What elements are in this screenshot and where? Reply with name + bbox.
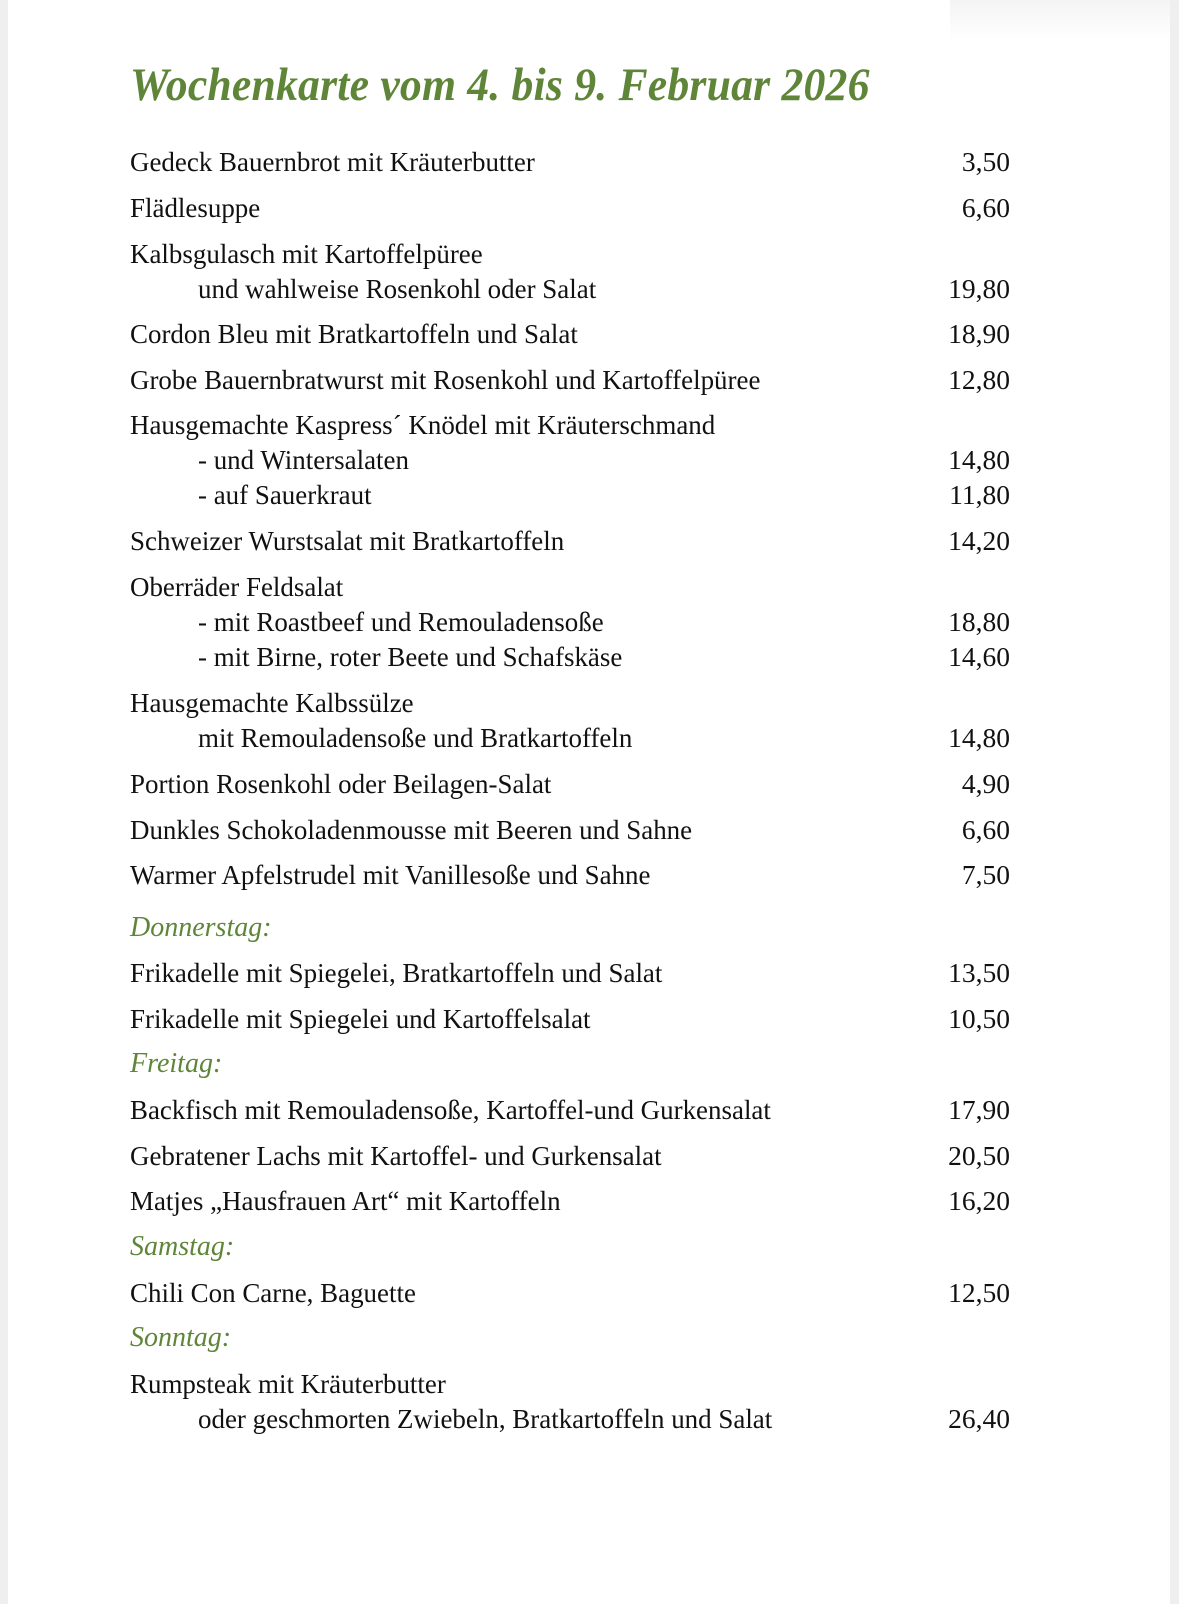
menu-item [130, 814, 1010, 848]
menu-item [130, 192, 1010, 226]
menu-item-sub [130, 641, 1010, 675]
item-text: Frikadelle mit Spiegelei, Bratkartoffeln und Salat [130, 957, 663, 988]
item-text: Portion Rosenkohl oder Beilagen-Salat [130, 768, 552, 799]
item-text: Hausgemachte Kaspress´ Knödel mit Kräuterschmand [130, 409, 716, 440]
page-shadow [950, 0, 1170, 40]
item-price: 12,80 [948, 364, 1010, 395]
item-text: Flädlesuppe [130, 192, 261, 223]
item-text: und wahlweise Rosenkohl oder Salat [198, 273, 597, 304]
item-text: Rumpsteak mit Kräuterbutter [130, 1368, 446, 1399]
item-text: - mit Roastbeef und Remouladensoße [198, 606, 604, 637]
item-text: Backfisch mit Remouladensoße, Kartoffel-und Gurkensalat [130, 1094, 771, 1125]
menu-item [130, 318, 1010, 352]
item-price: 26,40 [948, 1403, 1010, 1434]
day-heading-samstag: Samstag: [130, 1231, 235, 1262]
item-price: 13,50 [948, 957, 1010, 988]
menu-item [130, 1368, 1010, 1402]
menu-item [130, 859, 1010, 893]
menu-item [130, 957, 1010, 991]
menu-item-sub [130, 273, 1010, 307]
item-text: Frikadelle mit Spiegelei und Kartoffelsalat [130, 1003, 591, 1034]
item-price: 17,90 [948, 1094, 1010, 1125]
item-text: Dunkles Schokoladenmousse mit Beeren und Sahne [130, 814, 693, 845]
menu-item [130, 687, 1010, 721]
item-price: 3,50 [961, 146, 1010, 177]
item-price: 14,60 [948, 641, 1010, 672]
day-heading-donnerstag: Donnerstag: [130, 912, 272, 943]
menu-item [130, 571, 1010, 605]
menu-item [130, 146, 1010, 180]
item-price: 10,50 [948, 1003, 1010, 1034]
menu-item [130, 1185, 1010, 1219]
menu-page [8, 0, 1170, 1604]
item-text: Grobe Bauernbratwurst mit Rosenkohl und Kartoffelpüree [130, 364, 761, 395]
item-price: 7,50 [961, 859, 1010, 890]
item-text: oder geschmorten Zwiebeln, Bratkartoffeln und Salat [198, 1403, 773, 1434]
day-heading-freitag: Freitag: [130, 1048, 223, 1079]
item-text: Gebratener Lachs mit Kartoffel- und Gurkensalat [130, 1140, 662, 1171]
item-text: Kalbsgulasch mit Kartoffelpüree [130, 238, 483, 269]
item-price: 18,80 [948, 606, 1010, 637]
menu-item-sub [130, 606, 1010, 640]
menu-item [130, 409, 1010, 443]
menu-item-sub [130, 1403, 1010, 1437]
item-text: Chili Con Carne, Baguette [130, 1277, 416, 1308]
item-price: 14,80 [948, 722, 1010, 753]
item-price: 14,20 [948, 525, 1010, 556]
item-text: Hausgemachte Kalbssülze [130, 687, 414, 718]
item-text: Matjes „Hausfrauen Art“ mit Kartoffeln [130, 1185, 561, 1216]
item-text: - mit Birne, roter Beete und Schafskäse [198, 641, 623, 672]
item-price: 6,60 [961, 814, 1010, 845]
menu-item [130, 364, 1010, 398]
menu-item [130, 768, 1010, 802]
menu-item [130, 525, 1010, 559]
menu-title: Wochenkarte vom 4. bis 9. Februar 2026 [130, 59, 870, 111]
menu-item [130, 1003, 1010, 1037]
item-text: - auf Sauerkraut [198, 479, 372, 510]
item-text: Gedeck Bauernbrot mit Kräuterbutter [130, 146, 535, 177]
item-text: - und Wintersalaten [198, 444, 409, 475]
item-price: 19,80 [948, 273, 1010, 304]
menu-item-sub [130, 722, 1010, 756]
item-price: 14,80 [948, 444, 1010, 475]
menu-item [130, 238, 1010, 272]
day-heading-sonntag: Sonntag: [130, 1322, 232, 1353]
item-text: Oberräder Feldsalat [130, 571, 344, 602]
menu-item [130, 1094, 1010, 1128]
item-price: 18,90 [948, 318, 1010, 349]
item-price: 12,50 [948, 1277, 1010, 1308]
item-price: 4,90 [961, 768, 1010, 799]
item-price: 20,50 [948, 1140, 1010, 1171]
menu-item [130, 1277, 1010, 1311]
menu-item [130, 1140, 1010, 1174]
item-text: Warmer Apfelstrudel mit Vanillesoße und Sahne [130, 859, 651, 890]
item-price: 16,20 [948, 1185, 1010, 1216]
menu-item-sub [130, 479, 1010, 513]
item-text: Cordon Bleu mit Bratkartoffeln und Salat [130, 318, 578, 349]
item-text: Schweizer Wurstsalat mit Bratkartoffeln [130, 525, 565, 556]
menu-item-sub [130, 444, 1010, 478]
item-price: 6,60 [961, 192, 1010, 223]
item-price: 11,80 [949, 479, 1010, 510]
item-text: mit Remouladensoße und Bratkartoffeln [198, 722, 633, 753]
